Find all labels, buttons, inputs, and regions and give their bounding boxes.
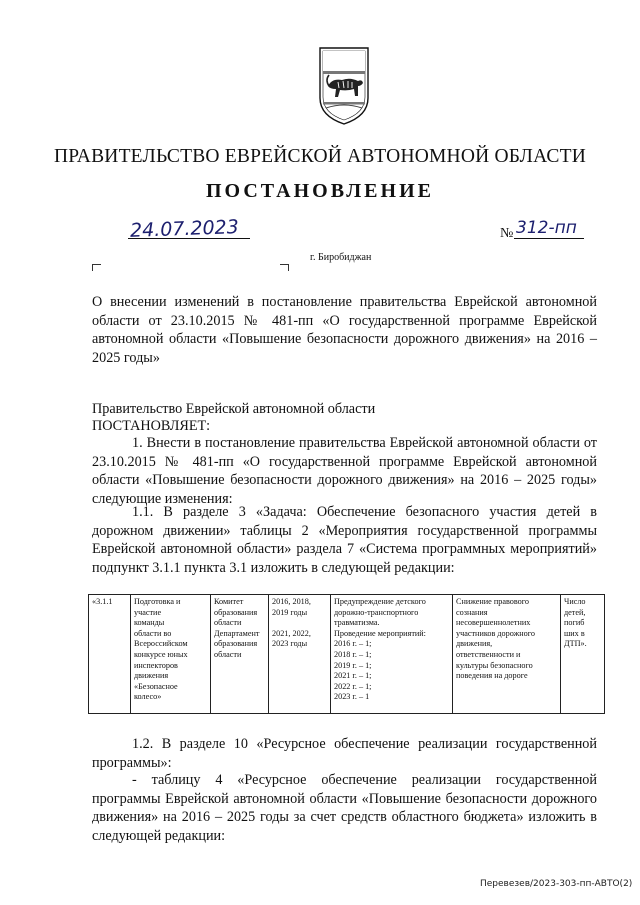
- government-name: Правительство Еврейской автономной области: [92, 401, 376, 417]
- cell-line: ответственности и: [456, 649, 521, 659]
- cell-line: движения,: [456, 639, 493, 649]
- city-label: г. Биробиджан: [310, 252, 372, 263]
- cell-line: 2016, 2018,: [272, 597, 311, 606]
- cell-line: Комитет: [214, 597, 244, 606]
- cell-line: области: [214, 649, 242, 659]
- cell-line: Проведение мероприятий:: [334, 628, 426, 638]
- coat-of-arms-icon: [314, 42, 374, 128]
- cell-line: команды: [134, 618, 165, 628]
- cell-consequences: [453, 595, 561, 714]
- cell-line: колесо»: [134, 692, 162, 702]
- paragraph-bullet-table-4: - таблицу 4 «Ресурсное обеспечение реализации государственной программы Еврейской автономной области «Повышение безопасности дорожного движения» на 2016 – 2025 годы за счет средств областного бюджета» изложить в следующей редакции:: [92, 772, 597, 844]
- cell-line: 2023 годы: [272, 639, 308, 649]
- cell-line: сознания: [456, 607, 488, 617]
- cell-line: Департамент: [214, 628, 260, 638]
- cell-expected-result: [331, 595, 453, 714]
- measures-table: [88, 594, 605, 714]
- cell-executor: [211, 595, 269, 714]
- cell-line: 2019 годы: [272, 607, 308, 617]
- cell-line: участие: [134, 607, 162, 617]
- cell-event: [131, 595, 211, 714]
- number-sign: №: [500, 226, 514, 241]
- cell-years: [269, 595, 331, 714]
- cell-line: дорожно-транспортного: [334, 607, 419, 617]
- cell-line: 2019 г. – 1;: [334, 660, 372, 670]
- cell-line: «Безопасное: [134, 681, 178, 691]
- cell-line: Число: [564, 597, 586, 606]
- paragraph-point-1: 1. Внести в постановление правительства Еврейской автономной области от 23.10.2015 № 481-пп «О государственной программе Еврейской автономной области «Повышение безопасности дорожного движения» на 2016 – 2025 годы» следующие изменения:: [92, 435, 597, 507]
- cell-line: конкурсе юных: [134, 649, 188, 659]
- cell-line: 2018 г. – 1;: [334, 649, 372, 659]
- cell-item-number: [89, 595, 131, 714]
- cell-line: области: [214, 618, 242, 628]
- cell-line: поведения на дороге: [456, 671, 528, 681]
- cell-line: 2016 г. – 1;: [334, 639, 372, 649]
- paragraph-point-1-2: 1.2. В разделе 10 «Ресурсное обеспечение реализации государственной программы»:: [92, 736, 597, 771]
- table-row: [89, 595, 605, 714]
- cell-line: Предупреждение детского: [334, 597, 426, 606]
- cell-line: погиб: [564, 618, 585, 628]
- document-number: 312-пп: [516, 218, 577, 238]
- cell-line: детей,: [564, 607, 586, 617]
- cell-line: 2021 г. – 1;: [334, 671, 372, 681]
- cell-line: культуры безопасного: [456, 660, 533, 670]
- cell-line: Подготовка и: [134, 597, 181, 606]
- government-title: ПРАВИТЕЛЬСТВО ЕВРЕЙСКОЙ АВТОНОМНОЙ ОБЛАСТИ: [53, 146, 587, 167]
- document-subject: О внесении изменений в постановление правительства Еврейской автономной области от 23.10.2015 № 481-пп «О государственной программе Еврейской автономной области «Повышение безопасности дорожного движения» на 2016 – 2025 годы»: [92, 294, 597, 366]
- cell-line: 2023 г. – 1: [334, 692, 370, 702]
- cell-line: участников дорожного: [456, 628, 536, 638]
- cell-line: движения: [134, 671, 169, 681]
- footer-stamp: Перевезев/2023-303-пп-АВТО(2): [480, 879, 633, 889]
- cell-line: ших в: [564, 628, 585, 638]
- cell-indicator: [561, 595, 605, 714]
- paragraph-point-1-1: 1.1. В разделе 3 «Задача: Обеспечение безопасного участия детей в дорожном движении» таблицы 2 «Мероприятия государственной программы Еврейской автономной области» раздела 7 «Система программных мероприятий» подпункт 3.1.1 пункта 3.1 изложить в следующей редакции:: [92, 504, 597, 576]
- cell-line: образования: [214, 639, 258, 649]
- decree-word: ПОСТАНОВЛЯЕТ:: [92, 418, 211, 434]
- cell-line: Всероссийском: [134, 639, 188, 649]
- cell-line: инспекторов: [134, 660, 178, 670]
- document-date: 24.07.2023: [129, 216, 240, 242]
- number-underline: [514, 238, 584, 239]
- cell-line: [272, 618, 327, 629]
- cell-line: Снижение правового: [456, 597, 530, 606]
- cell-line: образования: [214, 607, 258, 617]
- document-kind-title: ПОСТАНОВЛЕНИЕ: [206, 180, 434, 202]
- subject-corner-left: [92, 264, 101, 271]
- subject-corner-right: [280, 264, 289, 271]
- cell-line: «3.1.1: [92, 597, 113, 606]
- cell-line: 2022 г. – 1;: [334, 681, 372, 691]
- cell-line: области во: [134, 628, 172, 638]
- cell-line: ДТП».: [564, 639, 587, 649]
- cell-line: 2021, 2022,: [272, 628, 311, 638]
- date-underline: [128, 238, 250, 239]
- cell-line: несовершеннолетних: [456, 618, 531, 628]
- cell-line: травматизма.: [334, 618, 380, 628]
